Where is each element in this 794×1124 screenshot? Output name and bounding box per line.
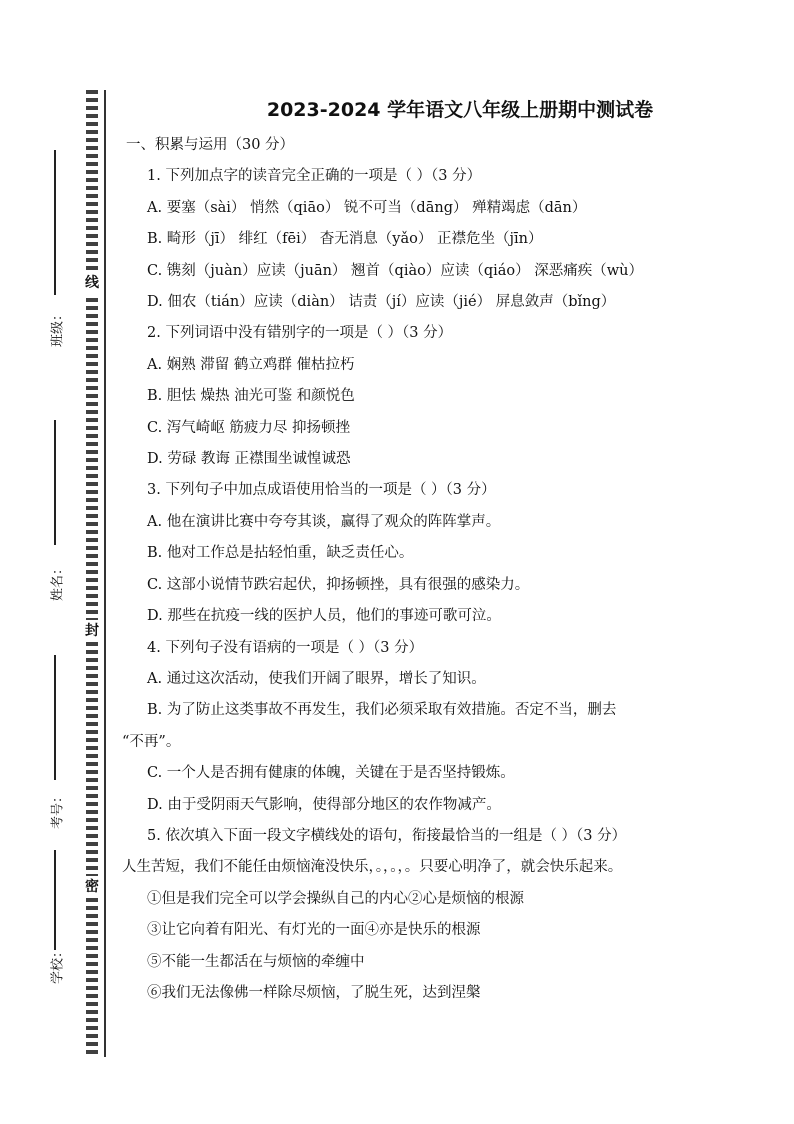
q3-option-d: D. 那些在抗疫一线的医护人员，他们的事迹可歌可泣。 xyxy=(147,608,501,625)
question-5: 5. 依次填入下面一段文字横线处的语句，衔接最恰当的一组是（ ）（3 分） xyxy=(147,827,627,844)
question-3: 3. 下列句子中加点成语使用恰当的一项是（ ）（3 分） xyxy=(147,482,496,499)
q4-option-a: A. 通过这次活动，使我们开阔了眼界，增长了知识。 xyxy=(147,670,486,687)
school-label: 学校： xyxy=(50,945,66,985)
q1-option-b: B. 畸形（jī） 绯红（fēi） 杳无消息（yǎo） 正襟危坐（jīn） xyxy=(147,231,543,248)
exam-content xyxy=(122,92,778,1009)
q4-option-d: D. 由于受阴雨天气影响，使得部分地区的农作物减产。 xyxy=(147,796,501,813)
exam-number-label: 考号： xyxy=(50,790,66,830)
binding-char-feng: 封 xyxy=(82,620,102,642)
q5-item-6: ⑥我们无法像佛一样除尽烦恼，了脱生死，达到涅槃 xyxy=(147,984,481,1001)
q4-option-b: B. 为了防止这类事故不再发生，我们必须采取有效措施。否定不当，删去 xyxy=(147,702,617,719)
q3-option-b: B. 他对工作总是拈轻怕重，缺乏责任心。 xyxy=(147,545,414,562)
q2-option-a: A. 娴熟 滞留 鹤立鸡群 催枯拉朽 xyxy=(147,356,355,373)
school-write-line[interactable] xyxy=(54,850,56,950)
q1-option-d: D. 佃农（tián）应读（diàn） 诘责（jí）应读（jié） 屏息敛声（bǐng） xyxy=(147,294,616,311)
name-label: 姓名： xyxy=(50,562,66,602)
class-label: 班级： xyxy=(50,308,66,348)
q3-option-c: C. 这部小说情节跌宕起伏，抑扬顿挫，具有很强的感染力。 xyxy=(147,576,530,593)
q5-item-3-4: ③让它向着有阳光、有灯光的一面④亦是快乐的根源 xyxy=(147,922,481,939)
q5-passage: 人生苦短，我们不能任由烦恼淹没快乐，。，。，。只要心明净了，就会快乐起来。 xyxy=(122,859,623,876)
exam-number-write-line[interactable] xyxy=(54,655,56,780)
exam-title: 2023-2024 学年语文八年级上册期中测试卷 xyxy=(266,99,654,121)
binding-char-xian: 线 xyxy=(82,272,102,294)
class-write-line[interactable] xyxy=(54,150,56,295)
q4-option-c: C. 一个人是否拥有健康的体魄，关键在于是否坚持锻炼。 xyxy=(147,765,515,782)
q2-option-c: C. 泻气崎岖 筋疲力尽 抑扬顿挫 xyxy=(147,419,351,436)
binding-char-mi: 密 xyxy=(82,876,102,898)
q2-option-b: B. 胆怯 燥热 油光可鉴 和颜悦色 xyxy=(147,388,355,405)
section-heading: 一、积累与运用（30 分） xyxy=(126,137,295,153)
question-1: 1. 下列加点字的读音完全正确的一项是（ ）（3 分） xyxy=(147,168,482,185)
q3-option-a: A. 他在演讲比赛中夸夸其谈，赢得了观众的阵阵掌声。 xyxy=(147,513,501,530)
binding-border-pattern xyxy=(86,90,98,1057)
q1-option-c: C. 镌刻（juàn）应读（juān） 翘首（qiào）应读（qiáo） 深恶痛疾（wù） xyxy=(147,262,643,279)
q5-item-1-2: ①但是我们完全可以学会操纵自己的内心②心是烦恼的根源 xyxy=(147,890,524,907)
name-write-line[interactable] xyxy=(54,420,56,545)
q1-option-a: A. 要塞（sài） 悄然（qiāo） 锐不可当（dāng） 殚精竭虑（dān） xyxy=(147,199,587,216)
q4-option-b-continued: “不再”。 xyxy=(122,733,181,750)
question-2: 2. 下列词语中没有错别字的一项是（ ）（3 分） xyxy=(147,325,453,342)
binding-border-line xyxy=(104,90,106,1057)
q2-option-d: D. 劳碌 教诲 正襟围坐诚惶诚恐 xyxy=(147,451,351,468)
question-4: 4. 下列句子没有语病的一项是（ ）（3 分） xyxy=(147,639,424,656)
q5-item-5: ⑤不能一生都活在与烦恼的牵缠中 xyxy=(147,953,365,970)
